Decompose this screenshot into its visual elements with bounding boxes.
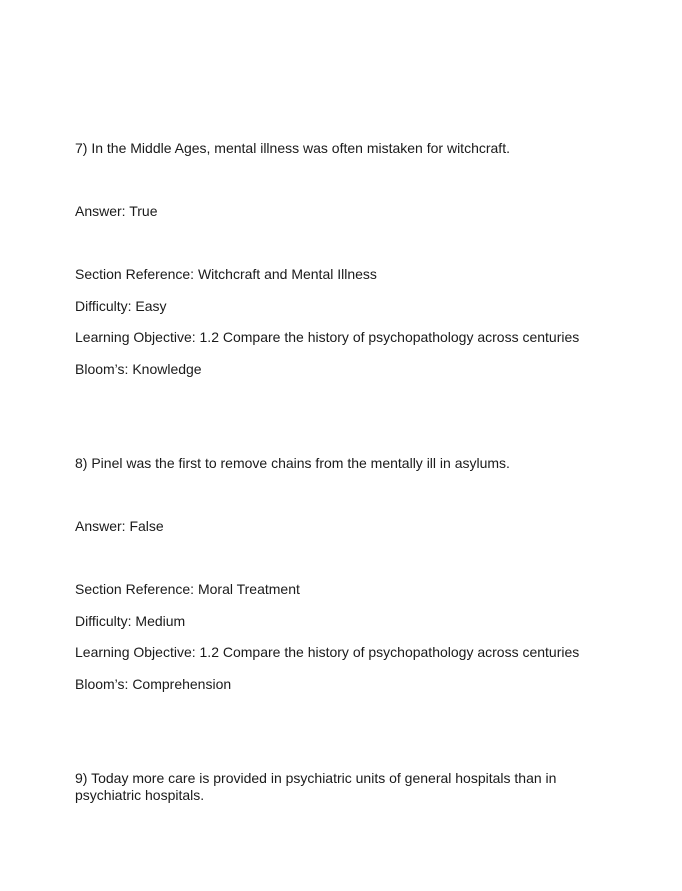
question-7-difficulty: Difficulty: Easy <box>75 298 167 314</box>
question-7-answer: Answer: True <box>75 203 158 219</box>
question-7-section-reference: Section Reference: Witchcraft and Mental Illness <box>75 266 377 282</box>
question-8-answer: Answer: False <box>75 518 164 534</box>
question-9-text: 9) Today more care is provided in psychiatric units of general hospitals than in psychiatric hospitals. <box>75 770 557 803</box>
question-8-learning-objective: Learning Objective: 1.2 Compare the history of psychopathology across centuries <box>75 644 580 660</box>
question-7-blooms: Bloom’s: Knowledge <box>75 361 202 377</box>
question-8-section-reference: Section Reference: Moral Treatment <box>75 581 300 597</box>
question-7-text: 7) In the Middle Ages, mental illness was often mistaken for witchcraft. <box>75 140 510 156</box>
question-7-learning-objective: Learning Objective: 1.2 Compare the history of psychopathology across centuries <box>75 329 580 345</box>
question-8-blooms: Bloom’s: Comprehension <box>75 676 232 692</box>
question-8-text: 8) Pinel was the first to remove chains from the mentally ill in asylums. <box>75 455 510 471</box>
question-8-difficulty: Difficulty: Medium <box>75 613 186 629</box>
